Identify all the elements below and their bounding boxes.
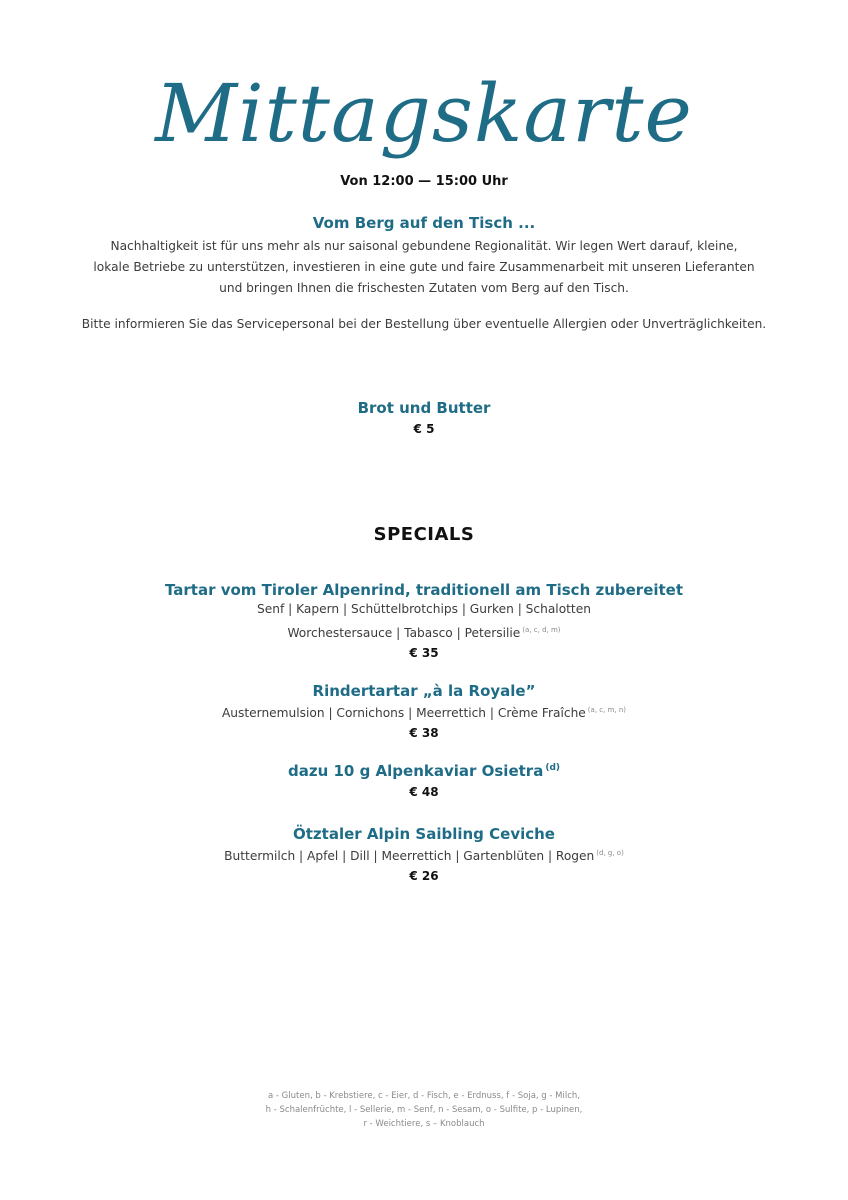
dish-description	[0, 843, 848, 867]
intro-text	[60, 236, 788, 299]
special-item	[0, 682, 848, 740]
dish-price: € 48	[409, 785, 439, 799]
dish-price: € 26	[409, 869, 439, 884]
opening-hours: Von 12:00 — 15:00 Uhr	[340, 174, 508, 189]
special-item	[0, 581, 848, 660]
dish-price: € 38	[409, 726, 439, 741]
allergen-codes: (d)	[545, 763, 560, 773]
bread-item	[0, 399, 848, 436]
special-item	[0, 762, 848, 799]
intro-heading: Vom Berg auf den Tisch ...	[312, 214, 536, 232]
special-item	[0, 825, 848, 883]
dish-description-text: Worchestersauce | Tabasco | Petersilie	[287, 626, 521, 641]
intro-line: und bringen Ihnen die frischesten Zutaten vom Berg auf den Tisch.	[219, 281, 629, 295]
allergen-codes: (a, c, d, m)	[522, 626, 561, 634]
legend-line: h - Schalenfrüchte, l - Sellerie, m - Senf, n - Sesam, o - Sulfite, p - Lupinen,	[265, 1105, 583, 1115]
dish-name: Brot und Butter	[357, 399, 491, 417]
legend-line: a - Gluten, b - Krebstiere, c - Eier, d - Fisch, e - Erdnuss, f - Soja, g - Milch,	[268, 1091, 580, 1101]
dish-description-text: Austernemulsion | Cornichons | Meerrettich | Crème Fraîche	[221, 706, 586, 721]
intro-line: Nachhaltigkeit ist für uns mehr als nur saisonal gebundene Regionalität. Wir legen Wert darauf, kleine,	[110, 239, 738, 253]
dish-name-text: dazu 10 g Alpenkaviar Osietra	[287, 762, 544, 780]
specials-heading: SPECIALS	[373, 524, 475, 545]
legend-line: r - Weichtiere, s – Knoblauch	[363, 1119, 485, 1129]
allergy-notice: Bitte informieren Sie das Servicepersonal bei der Bestellung über eventuelle Allergien oder Unverträglichkeiten.	[81, 317, 767, 331]
allergen-legend	[0, 1089, 848, 1131]
intro-line: lokale Betriebe zu unterstützen, investieren in eine gute und faire Zusammenarbeit mit unseren Lieferanten	[93, 260, 755, 274]
dish-name: Rindertartar „à la Royale”	[312, 682, 536, 700]
dish-name	[0, 762, 848, 780]
dish-price: € 35	[409, 646, 439, 661]
dish-name: Ötztaler Alpin Saibling Ceviche	[293, 825, 555, 843]
allergen-codes: (a, c, m, n)	[587, 706, 627, 714]
allergen-codes: (d, g, o)	[596, 849, 624, 857]
dish-price: € 5	[413, 422, 435, 436]
dish-description	[0, 700, 848, 724]
dish-description-text: Buttermilch | Apfel | Dill | Meerrettich | Gartenblüten | Rogen	[224, 849, 595, 864]
dish-description	[0, 620, 848, 644]
dish-description: Senf | Kapern | Schüttelbrotchips | Gurken | Schalotten	[257, 602, 591, 616]
dish-name: Tartar vom Tiroler Alpenrind, traditionell am Tisch zubereitet	[164, 581, 684, 599]
page-title: Mittagskarte	[155, 67, 693, 160]
